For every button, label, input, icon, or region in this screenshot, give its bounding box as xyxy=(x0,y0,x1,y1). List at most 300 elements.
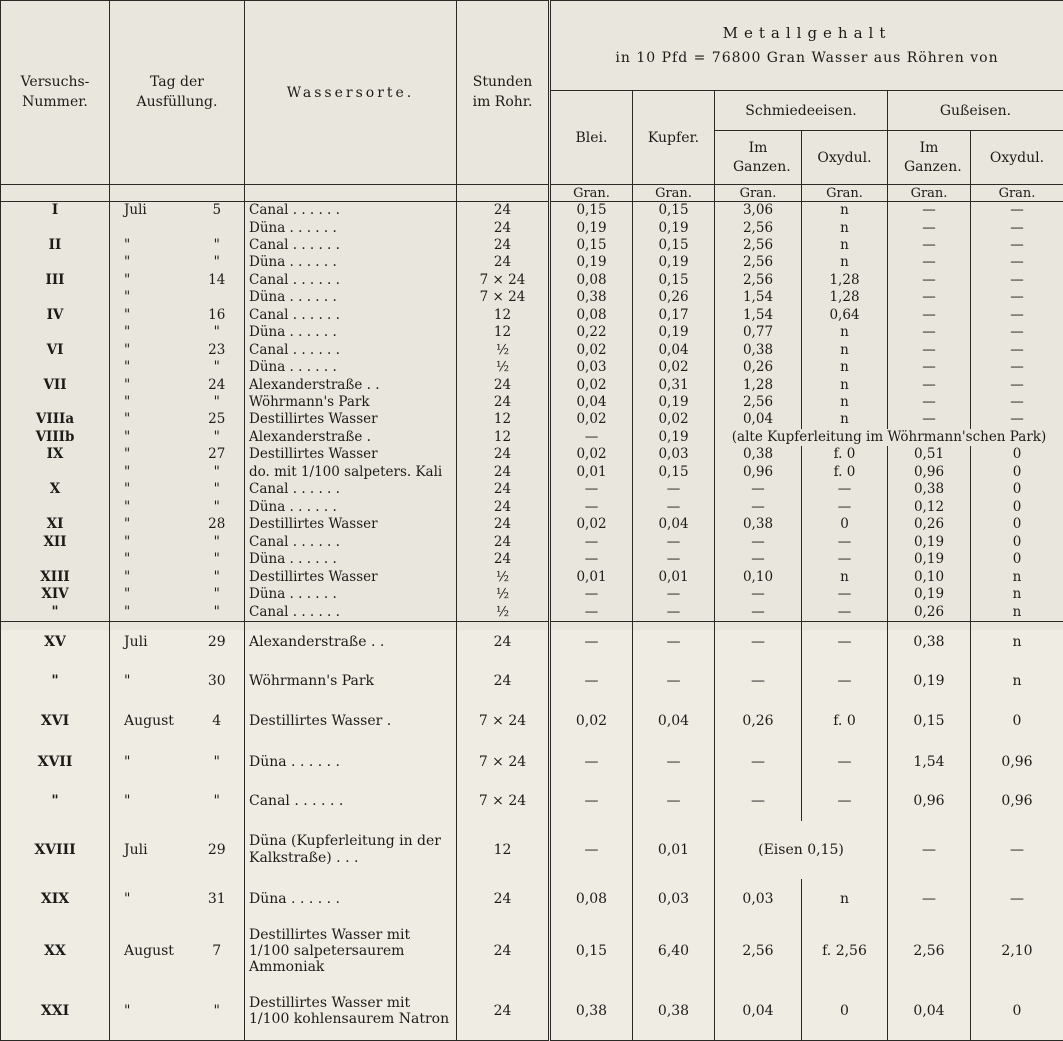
blei-value: 0,01 xyxy=(550,569,633,586)
schmiede-oxydul: f. 0 xyxy=(802,464,888,481)
month: " xyxy=(124,551,131,568)
gusseisen-ganzen: 0,19 xyxy=(888,586,971,603)
schmiede-oxydul: n xyxy=(802,394,888,411)
day: " xyxy=(190,983,245,1041)
day: 16 xyxy=(190,307,245,324)
gusseisen-oxydul: 0 xyxy=(971,516,1063,533)
stunden: 7 × 24 xyxy=(457,700,550,742)
gusseisen-oxydul: n xyxy=(971,604,1063,622)
kupfer-value: — xyxy=(633,551,715,568)
blei-value: — xyxy=(550,622,633,661)
blei-value: 0,08 xyxy=(550,272,633,289)
gusseisen-ganzen: — xyxy=(888,359,971,376)
kupfer-value: 0,26 xyxy=(633,289,715,306)
month: " xyxy=(124,306,131,323)
stunden: 24 xyxy=(457,920,550,982)
versuch-number: VIIIa xyxy=(1,412,110,429)
wassersorte: Alexanderstraße . xyxy=(245,429,457,446)
kupfer-value: 0,15 xyxy=(633,237,715,254)
wassersorte: Canal . . . . . . xyxy=(245,202,457,220)
day: " xyxy=(190,394,245,411)
wassersorte: Düna . . . . . . xyxy=(245,551,457,568)
header-gi-im-ganzen: Im Ganzen. xyxy=(888,131,971,185)
wassersorte: Düna . . . . . . xyxy=(245,359,457,376)
gusseisen-ganzen: 1,54 xyxy=(888,742,971,781)
blei-value: 0,02 xyxy=(550,377,633,394)
gusseisen-oxydul: — xyxy=(971,254,1063,271)
schmiede-ganzen: — xyxy=(715,622,802,661)
wassersorte: Canal . . . . . . xyxy=(245,307,457,324)
schmiede-ganzen: 0,26 xyxy=(715,359,802,376)
day: " xyxy=(190,481,245,498)
blei-value: 0,15 xyxy=(550,237,633,254)
stunden: 24 xyxy=(457,237,550,254)
wassersorte: Düna . . . . . . xyxy=(245,742,457,781)
month: " xyxy=(124,236,131,253)
gusseisen-oxydul: — xyxy=(971,821,1063,879)
gusseisen-ganzen: — xyxy=(888,307,971,324)
wassersorte: Alexanderstraße . . xyxy=(245,622,457,661)
gusseisen-oxydul: — xyxy=(971,377,1063,394)
day: 30 xyxy=(190,661,245,700)
schmiede-ganzen: 3,06 xyxy=(715,202,802,220)
blei-value: — xyxy=(550,481,633,498)
versuch-number: XVIII xyxy=(1,821,110,879)
versuch-number: XVII xyxy=(1,742,110,781)
wassersorte: Destillirtes Wasser xyxy=(245,446,457,463)
wassersorte: Canal . . . . . . xyxy=(245,342,457,359)
day: " xyxy=(190,429,245,446)
day: " xyxy=(190,464,245,481)
stunden: 7 × 24 xyxy=(457,781,550,820)
wassersorte: Düna . . . . . . xyxy=(245,499,457,516)
stunden: 24 xyxy=(457,551,550,568)
gusseisen-ganzen: — xyxy=(888,324,971,341)
schmiede-ganzen: 1,54 xyxy=(715,289,802,306)
day: 31 xyxy=(190,879,245,921)
versuch-number: " xyxy=(1,604,110,622)
gusseisen-ganzen: 0,15 xyxy=(888,700,971,742)
schmiede-ganzen: 0,38 xyxy=(715,342,802,359)
schmiede-oxydul: 0 xyxy=(802,516,888,533)
schmiede-ganzen: — xyxy=(715,481,802,498)
schmiede-ganzen: 0,96 xyxy=(715,464,802,481)
header-versuch: Versuchs-Nummer. xyxy=(1,1,110,185)
stunden: 24 xyxy=(457,879,550,921)
stunden: 24 xyxy=(457,481,550,498)
day xyxy=(190,220,245,237)
stunden: 24 xyxy=(457,446,550,463)
table-row xyxy=(1,821,1063,879)
kupfer-value: 6,40 xyxy=(633,920,715,982)
unit-gi-ganzen: Gran. xyxy=(888,185,971,202)
kupfer-value: — xyxy=(633,604,715,622)
versuch-number: " xyxy=(1,781,110,820)
blei-value: 0,04 xyxy=(550,394,633,411)
blei-value: — xyxy=(550,781,633,820)
stunden: 24 xyxy=(457,220,550,237)
gusseisen-oxydul: 0 xyxy=(971,534,1063,551)
kupfer-value: — xyxy=(633,499,715,516)
unit-gi-oxydul: Gran. xyxy=(971,185,1063,202)
table-row xyxy=(1,983,1063,1041)
gusseisen-ganzen: 0,96 xyxy=(888,464,971,481)
schmiede-oxydul: n xyxy=(802,879,888,921)
gusseisen-ganzen: — xyxy=(888,412,971,429)
versuch-number: VI xyxy=(1,342,110,359)
wassersorte: Destillirtes Wasser . xyxy=(245,700,457,742)
table-row xyxy=(1,359,1063,376)
blei-value: 0,38 xyxy=(550,289,633,306)
kupfer-value: 0,02 xyxy=(633,412,715,429)
day: " xyxy=(190,324,245,341)
table-row xyxy=(1,377,1063,394)
table-row xyxy=(1,220,1063,237)
month: " xyxy=(124,376,131,393)
month xyxy=(110,220,190,237)
wassersorte: Düna . . . . . . xyxy=(245,220,457,237)
month: " xyxy=(124,428,131,445)
versuch-number: XIV xyxy=(1,586,110,603)
stunden: 24 xyxy=(457,202,550,220)
kupfer-value: 0,15 xyxy=(633,272,715,289)
month: " xyxy=(124,672,131,689)
month: " xyxy=(110,604,190,622)
schmiede-ganzen: 0,03 xyxy=(715,879,802,921)
stunden: 24 xyxy=(457,622,550,661)
gusseisen-oxydul: n xyxy=(971,622,1063,661)
schmiede-oxydul: 1,28 xyxy=(802,272,888,289)
schmiede-ganzen: 0,04 xyxy=(715,412,802,429)
day: 29 xyxy=(190,821,245,879)
gusseisen-ganzen: — xyxy=(888,237,971,254)
table-row xyxy=(1,429,1063,446)
schmiede-oxydul: — xyxy=(802,781,888,820)
wassersorte: Canal . . . . . . xyxy=(245,272,457,289)
blei-value: 0,38 xyxy=(550,983,633,1041)
eisen-note: (Eisen 0,15) xyxy=(715,821,888,879)
gusseisen-ganzen: — xyxy=(888,342,971,359)
unit-si-ganzen: Gran. xyxy=(715,185,802,202)
wassersorte: Destillirtes Wasser xyxy=(245,412,457,429)
wassersorte: Canal . . . . . . xyxy=(245,237,457,254)
schmiede-ganzen: — xyxy=(715,586,802,603)
schmiede-ganzen: — xyxy=(715,604,802,622)
versuch-number: XII xyxy=(1,534,110,551)
blei-value: — xyxy=(550,429,633,446)
kupfer-value: 0,38 xyxy=(633,983,715,1041)
table-row xyxy=(1,237,1063,254)
gusseisen-ganzen: — xyxy=(888,254,971,271)
gusseisen-ganzen: 0,26 xyxy=(888,516,971,533)
unit-row xyxy=(1,185,1063,202)
header-blei: Blei. xyxy=(550,91,633,185)
stunden: 12 xyxy=(457,821,550,879)
gusseisen-ganzen: — xyxy=(888,289,971,306)
blei-value: 0,19 xyxy=(550,220,633,237)
gusseisen-ganzen: — xyxy=(888,879,971,921)
wassersorte: Destillirtes Wasser mit 1/100 kohlensaurem Natron xyxy=(245,983,457,1041)
versuch-number: III xyxy=(1,272,110,289)
kupfer-value: — xyxy=(633,781,715,820)
table-row xyxy=(1,464,1063,481)
schmiede-ganzen: 1,28 xyxy=(715,377,802,394)
schmiede-oxydul: n xyxy=(802,569,888,586)
table-row xyxy=(1,920,1063,982)
schmiede-oxydul: n xyxy=(802,412,888,429)
table-row xyxy=(1,254,1063,271)
schmiede-oxydul: n xyxy=(802,220,888,237)
gusseisen-oxydul: n xyxy=(971,586,1063,603)
versuch-number: VIIIb xyxy=(1,429,110,446)
schmiede-oxydul: f. 0 xyxy=(802,446,888,463)
month: " xyxy=(124,498,131,515)
gusseisen-oxydul: 0,96 xyxy=(971,781,1063,820)
kupfer-value: 0,03 xyxy=(633,446,715,463)
month: Juli xyxy=(124,202,147,219)
kupfer-value: 0,04 xyxy=(633,700,715,742)
table-row xyxy=(1,202,1063,220)
versuch-number: XIII xyxy=(1,569,110,586)
day: " xyxy=(190,781,245,820)
gusseisen-oxydul: 2,10 xyxy=(971,920,1063,982)
wassersorte: Canal . . . . . . xyxy=(245,781,457,820)
gusseisen-oxydul: — xyxy=(971,237,1063,254)
table-row xyxy=(1,272,1063,289)
schmiede-oxydul: 1,28 xyxy=(802,289,888,306)
day: 5 xyxy=(190,202,245,220)
month: " xyxy=(124,891,131,908)
schmiede-oxydul: 0,64 xyxy=(802,307,888,324)
month: Juli xyxy=(124,841,148,858)
gusseisen-ganzen: 0,38 xyxy=(888,622,971,661)
table-row xyxy=(1,742,1063,781)
day: 25 xyxy=(190,412,245,429)
month: " xyxy=(124,411,131,428)
table-row xyxy=(1,569,1063,586)
stunden: ½ xyxy=(457,604,550,622)
gusseisen-ganzen: 2,56 xyxy=(888,920,971,982)
kupfer-value: 0,03 xyxy=(633,879,715,921)
unit-si-oxydul: Gran. xyxy=(802,185,888,202)
stunden: 24 xyxy=(457,254,550,271)
versuch-number xyxy=(1,551,110,568)
table-row xyxy=(1,307,1063,324)
table-body-lower xyxy=(1,622,1063,1041)
unit-kupfer: Gran. xyxy=(633,185,715,202)
wassersorte: Düna . . . . . . xyxy=(245,289,457,306)
gusseisen-ganzen: — xyxy=(888,377,971,394)
gusseisen-oxydul: — xyxy=(971,289,1063,306)
kupfer-value: 0,19 xyxy=(633,324,715,341)
kupfer-value: — xyxy=(633,742,715,781)
blei-value: 0,19 xyxy=(550,254,633,271)
schmiede-ganzen: — xyxy=(715,661,802,700)
versuch-number xyxy=(1,324,110,341)
stunden: 7 × 24 xyxy=(457,272,550,289)
day: " xyxy=(190,586,245,603)
month: " xyxy=(124,533,131,550)
blei-value: — xyxy=(550,534,633,551)
month: " xyxy=(124,793,131,809)
month: " xyxy=(124,359,131,376)
stunden: ½ xyxy=(457,359,550,376)
stunden: 24 xyxy=(457,516,550,533)
versuch-number: IV xyxy=(1,307,110,324)
blei-value: — xyxy=(550,821,633,879)
versuch-number: X xyxy=(1,481,110,498)
month: " xyxy=(124,516,131,533)
versuch-number xyxy=(1,499,110,516)
schmiede-oxydul: — xyxy=(802,661,888,700)
kupfer-value: 0,01 xyxy=(633,821,715,879)
blei-value: — xyxy=(550,742,633,781)
month: " xyxy=(124,271,131,288)
table-row xyxy=(1,394,1063,411)
versuch-number: XXI xyxy=(1,983,110,1041)
schmiede-ganzen: 2,56 xyxy=(715,220,802,237)
wassersorte: Wöhrmann's Park xyxy=(245,394,457,411)
month: " xyxy=(124,446,131,463)
kupfer-value: 0,31 xyxy=(633,377,715,394)
gusseisen-ganzen: — xyxy=(888,394,971,411)
day: 7 xyxy=(190,920,245,982)
schmiede-oxydul: f. 0 xyxy=(802,700,888,742)
gusseisen-oxydul: — xyxy=(971,220,1063,237)
schmiede-ganzen: 1,54 xyxy=(715,307,802,324)
kupfer-value: 0,19 xyxy=(633,220,715,237)
month: Juli xyxy=(110,622,190,661)
kupfer-value: — xyxy=(633,661,715,700)
schmiede-ganzen: 2,56 xyxy=(715,920,802,982)
blei-value: 0,02 xyxy=(550,412,633,429)
gusseisen-oxydul: n xyxy=(971,569,1063,586)
blei-value: 0,08 xyxy=(550,879,633,921)
kupfer-value: — xyxy=(633,481,715,498)
stunden: 24 xyxy=(457,661,550,700)
stunden: 24 xyxy=(457,499,550,516)
gusseisen-ganzen: 0,96 xyxy=(888,781,971,820)
versuch-number: IX xyxy=(1,446,110,463)
blei-value: 0,08 xyxy=(550,307,633,324)
day xyxy=(190,289,245,306)
wassersorte: Destillirtes Wasser xyxy=(245,516,457,533)
schmiede-oxydul: — xyxy=(802,742,888,781)
schmiede-ganzen: 0,26 xyxy=(715,700,802,742)
wassersorte: Düna . . . . . . xyxy=(245,254,457,271)
blei-value: — xyxy=(550,604,633,622)
schmiede-ganzen: 2,56 xyxy=(715,254,802,271)
schmiede-oxydul: n xyxy=(802,324,888,341)
versuch-number xyxy=(1,289,110,306)
table-row xyxy=(1,446,1063,463)
day: " xyxy=(190,254,245,271)
table-row xyxy=(1,879,1063,921)
stunden: 7 × 24 xyxy=(457,289,550,306)
table-row xyxy=(1,412,1063,429)
versuch-number xyxy=(1,220,110,237)
schmiede-ganzen: 0,04 xyxy=(715,983,802,1041)
wassersorte: Canal . . . . . . xyxy=(245,604,457,622)
blei-value: 0,02 xyxy=(550,446,633,463)
stunden: 12 xyxy=(457,324,550,341)
day: " xyxy=(190,551,245,568)
gusseisen-ganzen: 0,12 xyxy=(888,499,971,516)
blei-value: — xyxy=(550,586,633,603)
gusseisen-oxydul: 0 xyxy=(971,499,1063,516)
gusseisen-ganzen: — xyxy=(888,272,971,289)
table-row xyxy=(1,781,1063,820)
gusseisen-oxydul: — xyxy=(971,412,1063,429)
wassersorte: Düna . . . . . . xyxy=(245,324,457,341)
schmiede-ganzen: 2,56 xyxy=(715,272,802,289)
header-tag: Tag der Ausfüllung. xyxy=(110,1,245,185)
wassersorte: Canal . . . . . . xyxy=(245,534,457,551)
header-si-oxydul: Oxydul. xyxy=(802,131,888,185)
versuch-number xyxy=(1,254,110,271)
gusseisen-oxydul: — xyxy=(971,342,1063,359)
day: " xyxy=(190,237,245,254)
month: " xyxy=(124,463,131,480)
table-row xyxy=(1,551,1063,568)
gusseisen-oxydul: 0 xyxy=(971,464,1063,481)
month: August xyxy=(124,943,174,960)
day: " xyxy=(190,499,245,516)
stunden: 24 xyxy=(457,983,550,1041)
gusseisen-oxydul: — xyxy=(971,359,1063,376)
blei-value: 0,15 xyxy=(550,920,633,982)
blei-value: — xyxy=(550,551,633,568)
schmiede-oxydul: — xyxy=(802,622,888,661)
schmiede-oxydul: n xyxy=(802,359,888,376)
schmiede-ganzen: — xyxy=(715,534,802,551)
gusseisen-oxydul: n xyxy=(971,661,1063,700)
kupfer-value: 0,01 xyxy=(633,569,715,586)
stunden: 12 xyxy=(457,412,550,429)
schmiede-oxydul: f. 2,56 xyxy=(802,920,888,982)
blei-value: 0,22 xyxy=(550,324,633,341)
schmiede-ganzen: — xyxy=(715,781,802,820)
wassersorte: Destillirtes Wasser mit 1/100 salpetersaurem Ammoniak xyxy=(245,920,457,982)
versuch-number: XX xyxy=(1,920,110,982)
table-row xyxy=(1,700,1063,742)
wassersorte: Düna . . . . . . xyxy=(245,586,457,603)
blei-value: 0,15 xyxy=(550,202,633,220)
gusseisen-ganzen: 0,19 xyxy=(888,551,971,568)
metallgehalt-title: Metallgehalt xyxy=(722,24,892,42)
versuch-number: I xyxy=(1,202,110,220)
stunden: ½ xyxy=(457,569,550,586)
kupfer-value: 0,19 xyxy=(633,254,715,271)
month: " xyxy=(124,753,131,770)
table-row xyxy=(1,534,1063,551)
wassersorte: Destillirtes Wasser xyxy=(245,569,457,586)
day: " xyxy=(190,534,245,551)
schmiede-oxydul: 0 xyxy=(802,983,888,1041)
table-row xyxy=(1,481,1063,498)
stunden: 12 xyxy=(457,429,550,446)
month: August xyxy=(124,713,174,730)
gusseisen-ganzen: 0,10 xyxy=(888,569,971,586)
gusseisen-ganzen: — xyxy=(888,220,971,237)
table-row xyxy=(1,622,1063,661)
unit-blei: Gran. xyxy=(550,185,633,202)
special-note: (alte Kupferleitung im Wöhrmann'schen Park) xyxy=(715,429,1063,446)
gusseisen-oxydul: — xyxy=(971,272,1063,289)
kupfer-value: — xyxy=(633,534,715,551)
schmiede-oxydul: n xyxy=(802,377,888,394)
gusseisen-oxydul: — xyxy=(971,307,1063,324)
